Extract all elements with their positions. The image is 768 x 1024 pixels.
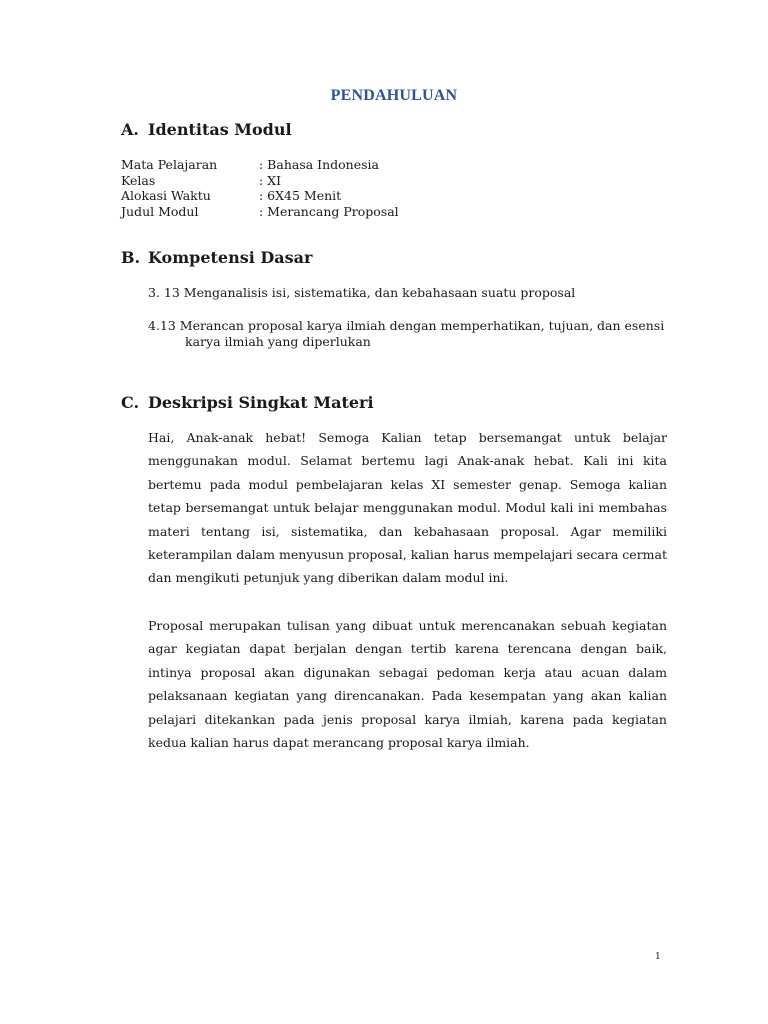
identity-row xyxy=(121,188,399,204)
section-a-heading xyxy=(121,120,292,139)
kd-3-text: 3. 13 Menganalisis isi, sistematika, dan kebahasaan suatu proposal xyxy=(148,285,576,300)
identity-key: Alokasi Waktu xyxy=(121,188,211,204)
kd-4-line-2: karya ilmiah yang diperlukan xyxy=(185,333,371,349)
identity-key: Mata Pelajaran xyxy=(121,157,218,172)
kd-4-line-1: 4.13 Merancan proposal karya ilmiah dengan memperhatikan, tujuan, dan esensi xyxy=(148,318,665,333)
paragraph-2: Proposal merupakan tulisan yang dibuat untuk merencanakan sebuah kegiatan agar kegiatan dapat berjalan dengan tertib karena terencana dengan baik, intinya proposal akan digunakan sebagai pedoman kerja atau acuan dalam pelaksanaan kegiatan yang direncanakan. Pada kesempatan yang akan kalian pelajari ditekankan pada jenis proposal karya ilmiah, karena pada kegiatan kedua kalian harus dapat merancang proposal karya ilmiah. xyxy=(148,618,667,751)
section-c-letter: C. xyxy=(121,393,140,412)
section-c-heading xyxy=(121,393,374,412)
section-b-letter: B. xyxy=(121,248,141,267)
paragraph-1: Hai, Anak-anak hebat! Semoga Kalian tetap bersemangat untuk belajar menggunakan modul. Selamat bertemu lagi Anak-anak hebat. Kali ini kita bertemu pada modul pembelajaran kelas XI semester genap. Semoga kalian tetap bersemangat untuk belajar menggunakan modul. Modul kali ini membahas materi tentang isi, sistematika, dan kebahasaan proposal. Agar memiliki keterampilan dalam menyusun proposal, kalian harus mempelajari secara cermat dan mengikuti petunjuk yang diberikan dalam modul ini. xyxy=(148,430,667,586)
identity-value: : Merancang Proposal xyxy=(259,203,399,219)
kd-4-text xyxy=(148,318,668,349)
identity-key: Kelas xyxy=(121,172,156,188)
module-identity-list xyxy=(121,157,399,219)
page-number: 1 xyxy=(655,952,661,962)
section-b-heading xyxy=(121,248,312,267)
section-b-title: Kompetensi Dasar xyxy=(148,248,313,267)
section-a-title: Identitas Modul xyxy=(148,120,292,139)
section-c-title: Deskripsi Singkat Materi xyxy=(148,393,374,412)
identity-value: : 6X45 Menit xyxy=(259,188,342,204)
identity-row xyxy=(121,157,399,173)
identity-key: Judul Modul xyxy=(121,203,199,219)
identity-value: : Bahasa Indonesia xyxy=(259,157,379,172)
identity-row xyxy=(121,204,399,220)
page-title: PENDAHULUAN xyxy=(330,87,458,104)
section-a-letter: A. xyxy=(121,120,139,139)
identity-row xyxy=(121,173,399,189)
identity-value: : XI xyxy=(259,172,282,188)
